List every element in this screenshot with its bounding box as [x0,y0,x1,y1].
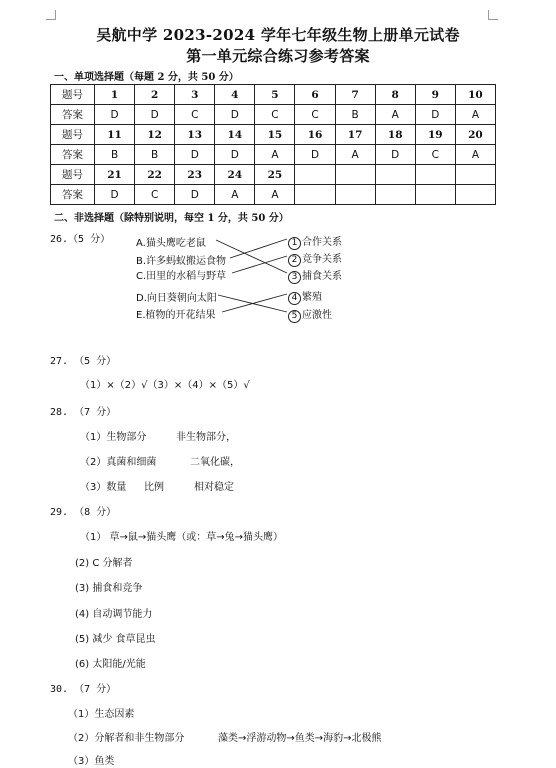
match-right-label: 合作关系 [302,237,342,248]
circled-number: 4 [288,292,301,305]
circled-number: 3 [288,271,301,284]
question-30-label: 30. （7 分） [50,684,117,695]
table-row-answers [51,185,496,205]
row-header-answer: 答案 [51,105,95,125]
question-30-answer-2a: （2）分解者和非生物部分 [68,733,185,744]
question-number-cell: 20 [455,125,495,145]
question-number-cell: 24 [215,165,255,185]
question-number-cell [335,165,375,185]
answer-table [50,84,496,205]
question-number-cell: 21 [95,165,135,185]
answer-cell [375,185,415,205]
page-title: 吴航中学 2023-2024 学年七年级生物上册单元试卷 [96,26,460,44]
question-number-cell: 3 [175,85,215,105]
matching-diagram [130,230,370,325]
question-number-cell: 25 [255,165,295,185]
section-heading-open: 二、非选择题（除特别说明，每空 1 分，共 50 分） [54,213,289,224]
answer-cell: C [295,105,335,125]
answer-cell: A [455,105,495,125]
question-number-cell: 10 [455,85,495,105]
table-row-answers [51,105,496,125]
circled-number: 1 [288,237,301,250]
match-line-c-2 [232,256,287,273]
answer-cell: D [215,105,255,125]
answer-cell: D [215,145,255,165]
question-number-cell [375,165,415,185]
answer-cell [455,185,495,205]
answer-cell: A [335,145,375,165]
answer-cell: A [375,105,415,125]
row-header-question: 题号 [51,165,95,185]
question-29-answer-3: (3) 捕食和竞争 [75,583,143,594]
question-number-cell: 23 [175,165,215,185]
question-number-cell: 9 [415,85,455,105]
answer-cell: D [415,105,455,125]
match-line-b-1 [230,239,287,258]
question-number-cell: 14 [215,125,255,145]
section-heading-choice: 一、单项选择题（每题 2 分，共 50 分） [54,72,239,83]
question-number-cell: 13 [175,125,215,145]
question-28-answer-2a: （2）真菌和细菌 [80,457,157,468]
answer-cell: D [95,105,135,125]
answer-cell [415,185,455,205]
question-30-answer-1: （1）生态因素 [68,709,135,720]
question-number-cell: 17 [335,125,375,145]
question-29-answer-1: （1） 草→鼠→猫头鹰（或：草→兔→猫头鹰） [80,532,284,543]
match-right-label: 捕食关系 [302,271,342,282]
answer-cell: B [95,145,135,165]
page-subtitle: 第一单元综合练习参考答案 [186,47,370,65]
answer-cell: D [135,105,175,125]
answer-cell: A [215,185,255,205]
table-row-answers [51,145,496,165]
match-right-label: 应激性 [302,310,332,321]
question-28-label: 28. （7 分） [50,407,117,418]
question-number-cell: 1 [95,85,135,105]
question-number-cell: 4 [215,85,255,105]
answer-cell: C [415,145,455,165]
answer-cell: D [295,145,335,165]
question-28-answer-1b: 非生物部分， [176,432,236,443]
question-28-answer-2b: 二氧化碳， [190,457,240,468]
table-row-question-numbers [51,125,496,145]
question-28-answer-3a: （3）数量 [80,482,127,493]
question-number-cell: 7 [335,85,375,105]
table-row-question-numbers [51,165,496,185]
question-number-cell: 8 [375,85,415,105]
match-line-a-3 [216,240,287,273]
answer-cell: D [175,145,215,165]
question-number-cell: 19 [415,125,455,145]
answer-cell: D [175,185,215,205]
question-number-cell: 2 [135,85,175,105]
row-header-question: 题号 [51,85,95,105]
question-27-label: 27. （5 分） [50,356,117,367]
question-29-answer-4: (4) 自动调节能力 [75,609,153,620]
row-header-answer: 答案 [51,145,95,165]
question-30-answer-2b: 藻类→浮游动物→鱼类→海豹→北极熊 [218,733,382,744]
match-right-label: 繁殖 [302,292,322,303]
answer-cell: C [135,185,175,205]
row-header-answer: 答案 [51,185,95,205]
question-number-cell: 6 [295,85,335,105]
match-left-c: C.田里的水稻与野草 [136,271,227,282]
answer-cell [335,185,375,205]
question-28-answer-3c: 相对稳定 [194,482,234,493]
answer-cell: B [335,105,375,125]
match-lines [130,230,370,325]
answer-cell: A [255,145,295,165]
question-number-cell [455,165,495,185]
question-29-answer-5: (5) 减少 食草昆虫 [75,634,156,645]
match-left-d: D.向日葵朝向太阳 [136,293,217,304]
question-29-answer-2: (2) C 分解者 [75,558,133,569]
question-28-answer-1a: （1）生物部分 [80,432,147,443]
answer-cell: C [175,105,215,125]
answer-cell: B [135,145,175,165]
question-26-label: 26.（5 分） [50,234,111,245]
answer-cell: D [95,185,135,205]
answer-cell: A [455,145,495,165]
match-left-e: E.植物的开花结果 [136,310,216,321]
question-number-cell: 18 [375,125,415,145]
question-27-answer: （1）×（2）√（3）×（4）×（5）√ [80,380,250,391]
question-number-cell [295,165,335,185]
question-number-cell: 16 [295,125,335,145]
question-29-answer-6: (6) 太阳能/光能 [75,659,146,670]
row-header-question: 题号 [51,125,95,145]
page-corner-mark [488,10,498,20]
answer-cell: C [255,105,295,125]
question-number-cell: 11 [95,125,135,145]
circled-number: 2 [288,254,301,267]
match-left-a: A.猫头鹰吃老鼠 [136,238,206,249]
question-number-cell [415,165,455,185]
match-right-label: 竞争关系 [302,254,342,265]
answer-cell: A [255,185,295,205]
question-number-cell: 12 [135,125,175,145]
question-30-answer-3: （3）鱼类 [68,756,115,767]
answer-cell [295,185,335,205]
question-number-cell: 5 [255,85,295,105]
question-28-answer-3b: 比例 [144,482,164,493]
answer-cell: D [375,145,415,165]
question-number-cell: 22 [135,165,175,185]
question-29-label: 29. （8 分） [50,507,117,518]
table-row-question-numbers [51,85,496,105]
page-corner-mark [46,10,56,20]
question-number-cell: 15 [255,125,295,145]
match-left-b: B.许多蚂蚁搬运食物 [136,256,227,267]
circled-number: 5 [288,310,301,323]
